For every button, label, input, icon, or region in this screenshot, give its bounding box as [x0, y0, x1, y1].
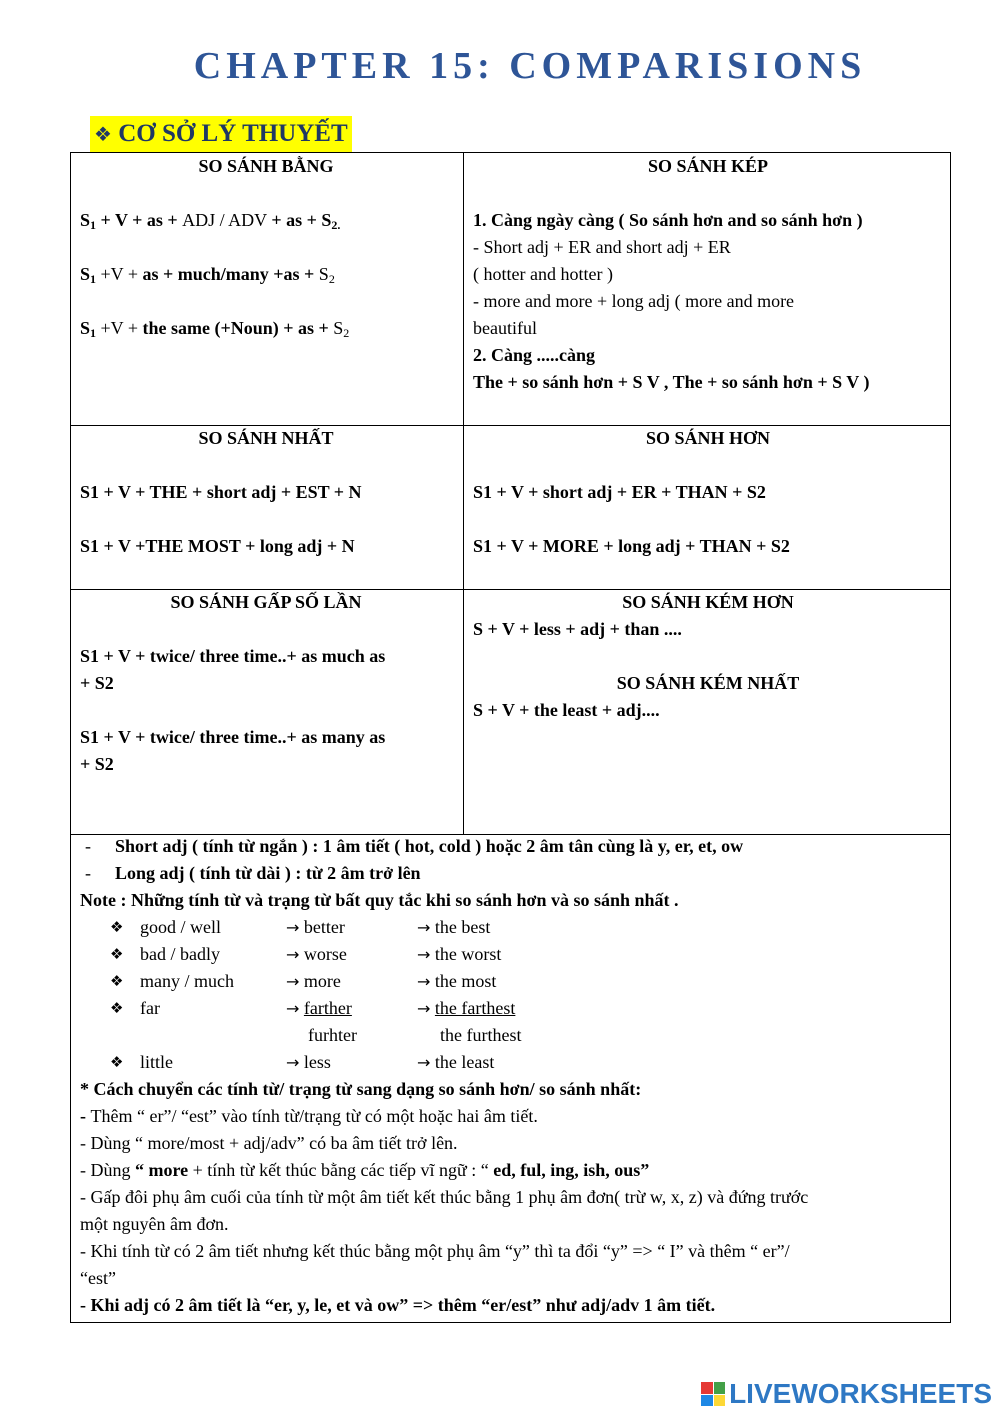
arrow-icon: → — [286, 999, 300, 1018]
superlative-form: → the least — [417, 1052, 495, 1072]
superlative-form: → the best — [417, 917, 491, 937]
arrow-icon: → — [286, 945, 300, 964]
cell-heading: SO SÁNH GẤP SỐ LẦN — [170, 592, 362, 612]
cell-heading: SO SÁNH BẰNG — [198, 156, 334, 176]
comparative-form: → farther — [286, 998, 352, 1018]
logo-text: LIVEWORKSHEETS — [729, 1378, 992, 1409]
formula-line: S1 + V + THE + short adj + EST + N — [80, 482, 362, 502]
irregular-row — [80, 1049, 946, 1076]
arrow-icon: → — [417, 918, 431, 937]
rule-line: - Thêm “ er”/ “est” vào tính từ/trạng từ có một hoặc hai âm tiết. — [80, 1106, 538, 1126]
chapter-title: CHAPTER 15: COMPARISIONS — [193, 45, 867, 87]
rule-line: - Khi tính từ có 2 âm tiết nhưng kết thúc bằng một phụ âm “y” thì ta đổi “y” => “ I” và thêm “ er”/ — [80, 1241, 790, 1261]
rule-line: - Dùng “ more/most + adj/adv” có ba âm tiết trở lên. — [80, 1133, 458, 1153]
diamond-bullet-icon: ❖ — [110, 918, 124, 936]
cell-heading: SO SÁNH KÉM HƠN — [622, 592, 794, 612]
irregular-row — [80, 914, 946, 941]
base-form: far — [140, 998, 160, 1018]
comparative-form: furhter — [308, 1025, 357, 1045]
rule-line: - more and more + long adj ( more and more — [473, 291, 795, 311]
formula-line: S + V + the least + adj.... — [473, 700, 660, 720]
rules-heading: * Cách chuyển các tính từ/ trạng từ sang dạng so sánh hơn/ so sánh nhất: — [80, 1079, 642, 1099]
cell-double-comparison — [473, 153, 943, 396]
rule-line: - Dùng “ more + tính từ kết thúc bằng các tiếp vĩ ngữ : “ ed, ful, ing, ish, ous” — [80, 1160, 650, 1180]
base-form: little — [140, 1052, 173, 1072]
superlative-form: → the worst — [417, 944, 502, 964]
superlative-form: the furthest — [440, 1025, 522, 1045]
arrow-icon: → — [417, 999, 431, 1018]
comparative-form: → better — [286, 917, 345, 937]
cell-heading: SO SÁNH KÉM NHẤT — [616, 673, 800, 693]
arrow-icon: → — [417, 1053, 431, 1072]
rule-line: The + so sánh hơn + S V , The + so sánh hơn + S V ) — [473, 372, 870, 392]
cell-heading: SO SÁNH HƠN — [645, 428, 771, 448]
cell-multiple-comparison — [80, 589, 452, 778]
formula-line: S1 + V +THE MOST + long adj + N — [80, 536, 355, 556]
comparative-form: → more — [286, 971, 341, 991]
formula-line: + S2 — [80, 673, 114, 693]
diamond-bullet-icon: ❖ — [110, 972, 124, 990]
arrow-icon: → — [286, 972, 300, 991]
logo-mark-icon — [701, 1382, 725, 1406]
formula-line: $S_1 + V$ + as + ADJ / ADV + as + $S_{2.}$ — [80, 210, 341, 232]
diamond-bullet-icon: ❖ — [110, 999, 124, 1017]
cell-comparative — [473, 425, 943, 560]
superlative-form: → the most — [417, 971, 497, 991]
irregular-row — [80, 1022, 946, 1049]
diamond-bullet-icon: ❖ — [110, 945, 124, 963]
rule-line: - Khi adj có 2 âm tiết là “er, y, le, et và ow” => thêm “er/est” như adj/adv 1 âm tiết. — [80, 1295, 716, 1315]
diamond-bullet-icon: ❖ — [94, 122, 112, 146]
notes-section — [80, 833, 946, 1319]
liveworksheets-logo — [701, 1378, 992, 1410]
cell-equal-comparison — [80, 153, 452, 342]
section-heading — [90, 116, 352, 152]
rule-line: beautiful — [473, 318, 537, 338]
theory-table — [70, 152, 951, 1323]
formula-line: S1 + V + twice/ three time..+ as much as — [80, 646, 386, 666]
section-heading-text: CƠ SỞ LÝ THUYẾT — [118, 120, 348, 147]
rule-line: 1. Càng ngày càng ( So sánh hơn and so sánh hơn ) — [473, 210, 863, 230]
formula-line: $S_1 +V$ + the same (+Noun) + as + $S_2$ — [80, 318, 350, 340]
rule-line: “est” — [80, 1268, 116, 1288]
formula-line: S1 + V + MORE + long adj + THAN + S2 — [473, 536, 790, 556]
irregular-row — [80, 968, 946, 995]
cell-superlative — [80, 425, 452, 560]
note-line: Note : Những tính từ và trạng từ bất quy tắc khi so sánh hơn và so sánh nhất . — [80, 890, 679, 910]
rule-line: 2. Càng .....càng — [473, 345, 596, 365]
arrow-icon: → — [417, 972, 431, 991]
cell-heading: SO SÁNH KÉP — [647, 156, 769, 176]
rule-line: một nguyên âm đơn. — [80, 1214, 229, 1234]
comparative-form: → less — [286, 1052, 331, 1072]
comparative-form: → worse — [286, 944, 347, 964]
base-form: many / much — [140, 971, 234, 991]
list-item: - Long adj ( tính từ dài ) : từ 2 âm trở lên — [85, 863, 421, 883]
arrow-icon: → — [286, 1053, 300, 1072]
arrow-icon: → — [417, 945, 431, 964]
irregular-row — [80, 941, 946, 968]
cell-heading: SO SÁNH NHẤT — [198, 428, 334, 448]
irregular-list — [80, 914, 946, 1076]
cell-less-comparison — [473, 589, 943, 724]
formula-line: S + V + less + adj + than .... — [473, 619, 682, 639]
superlative-form: → the farthest — [417, 998, 516, 1018]
formula-line: $S_1 +V$ + as + much/many $+as + S_2$ — [80, 264, 335, 286]
column-divider — [463, 153, 464, 834]
arrow-icon: → — [286, 918, 300, 937]
base-form: bad / badly — [140, 944, 220, 964]
rule-line: - Gấp đôi phụ âm cuối của tính từ một âm tiết kết thúc bằng 1 phụ âm đơn( trừ w, x, z) và đứng trước — [80, 1187, 809, 1207]
formula-line: S1 + V + short adj + ER + THAN + S2 — [473, 482, 766, 502]
formula-line: S1 + V + twice/ three time..+ as many as — [80, 727, 386, 747]
irregular-row — [80, 995, 946, 1022]
rule-line: - Short adj + ER and short adj + ER — [473, 237, 731, 257]
base-form: good / well — [140, 917, 221, 937]
rule-line: ( hotter and hotter ) — [473, 264, 613, 284]
list-item: - Short adj ( tính từ ngắn ) : 1 âm tiết ( hot, cold ) hoặc 2 âm tân cùng là y, er, et, ow — [85, 836, 744, 856]
formula-line: + S2 — [80, 754, 114, 774]
diamond-bullet-icon: ❖ — [110, 1053, 124, 1071]
